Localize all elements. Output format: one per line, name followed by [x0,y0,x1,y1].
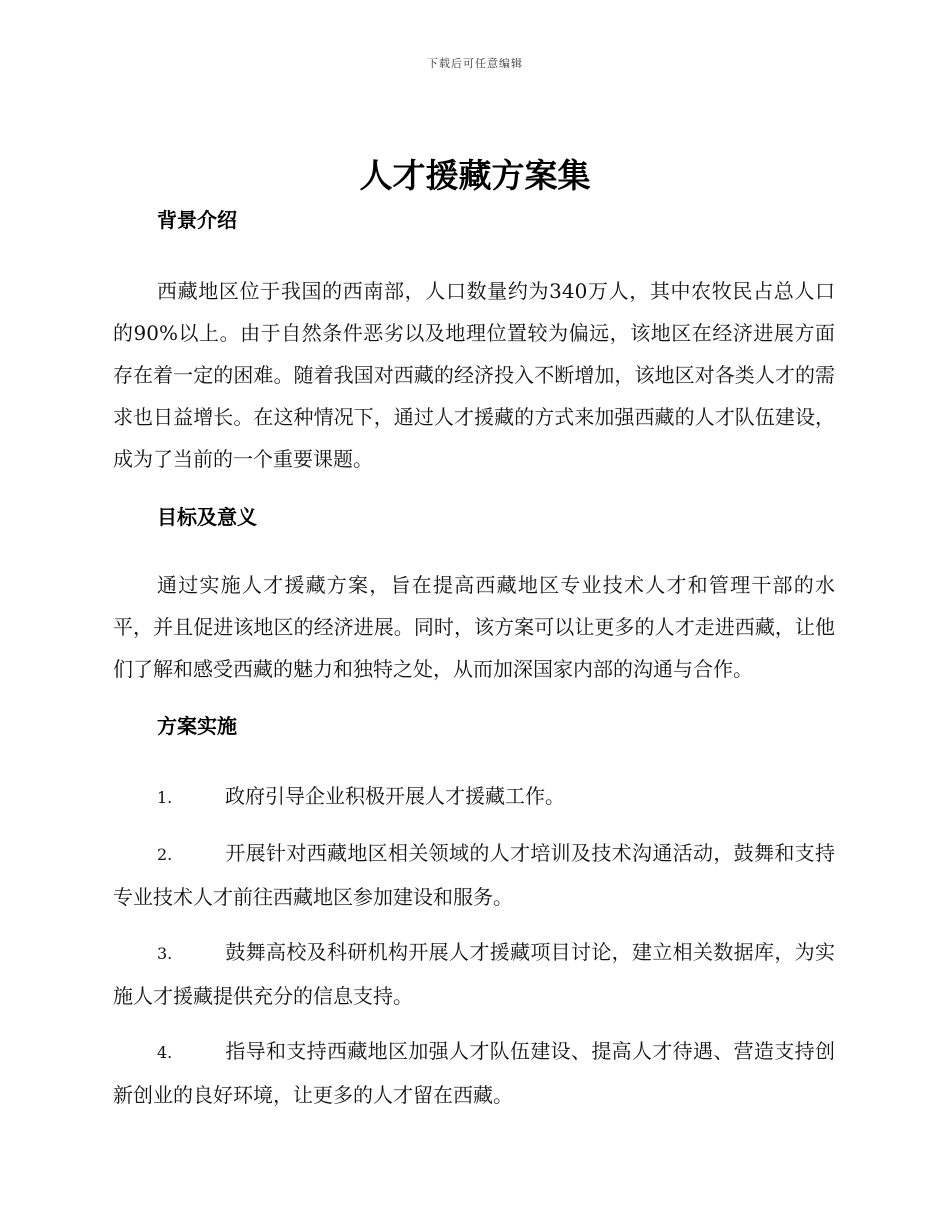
paragraph-goals: 通过实施人才援藏方案，旨在提高西藏地区专业技术人才和管理干部的水平，并且促进该地区的经济进展。同时，该方案可以让更多的人才走进西藏，让他们了解和感受西藏的魅力和独特之处，从而加深国家内部的沟通与合作。 [113,573,835,681]
list-item-text: 政府引导企业积极开展人才援藏工作。 [225,784,565,808]
paragraph-background: 西藏地区位于我国的西南部，人口数量约为340万人，其中农牧民占总人口的90%以上。由于自然条件恶劣以及地理位置较为偏远，该地区在经济进展方面存在着一定的困难。随着我国对西藏的经济投入不断增加，该地区对各类人才的需求也日益增长。在这种情况下，通过人才援藏的方式来加强西藏的人才队伍建设，成为了当前的一个重要课题。 [113,279,835,471]
section-heading-background: 背景介绍 [157,208,237,232]
implementation-list [113,775,835,1116]
section-heading-implementation: 方案实施 [157,714,237,738]
list-item-text: 指导和支持西藏地区加强人才队伍建设、提高人才待遇、营造支持创新创业的良好环境，让更多的人才留在西藏。 [113,1039,835,1107]
list-item-number: 4. [157,1043,173,1062]
list-item [113,832,835,918]
list-item-number: 1. [157,788,173,807]
list-item [113,775,835,819]
list-item [113,1030,835,1116]
document-body [113,204,835,1116]
list-item-number: 2. [157,845,173,864]
list-item [113,931,835,1017]
list-item-text: 鼓舞高校及科研机构开展人才援藏项目讨论，建立相关数据库，为实施人才援藏提供充分的信息支持。 [113,940,835,1008]
document-title: 人才援藏方案集 [359,156,591,195]
list-item-text: 开展针对西藏地区相关领域的人才培训及技术沟通活动，鼓舞和支持专业技术人才前往西藏地区参加建设和服务。 [113,841,835,909]
header-note: 下载后可任意编辑 [427,57,523,70]
list-item-number: 3. [157,944,173,963]
section-heading-goals: 目标及意义 [157,505,257,529]
